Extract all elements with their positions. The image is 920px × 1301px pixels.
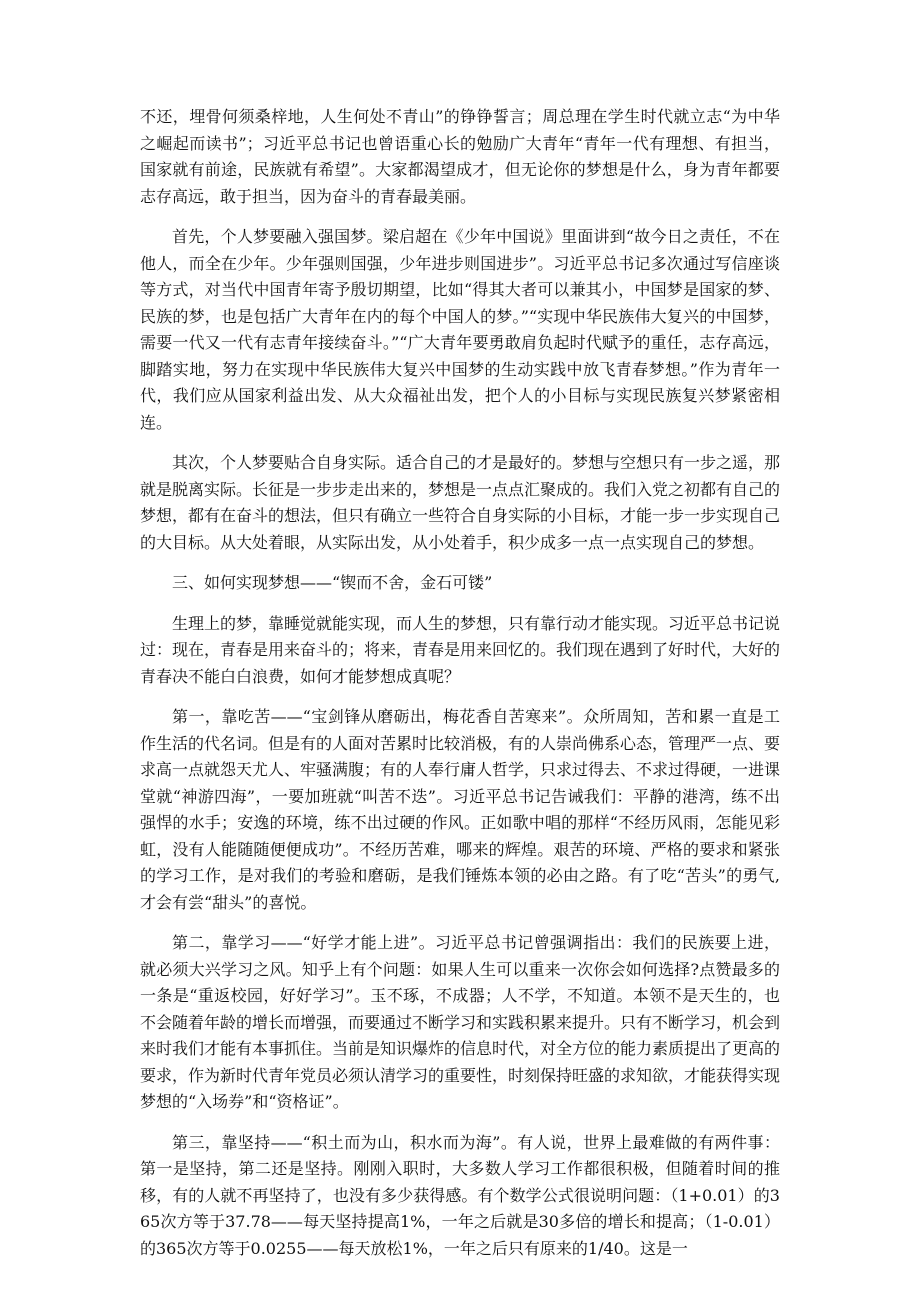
paragraph-learning: 第二，靠学习——“好学才能上进”。习近平总书记曾强调指出：我们的民族要上进，就必须大兴学习之风。知乎上有个问题：如果人生可以重来一次你会如何选择?点赞最多的一条是“重返校园，好好学习”。玉不琢，不成器；人不学，不知道。本领不是天生的，也不会随着年龄的增长而增强，而要通过不断学习和实践积累来提升。只有不断学习，机会到来时我们才能有本事抓住。当前是知识爆炸的信息时代，对全方位的能力素质提出了更高的要求，作为新时代青年党员必须认清学习的重要性，时刻保持旺盛的求知欲，才能获得实现梦想的“入场券”和“资格证”。 — [140, 933, 781, 1111]
document-body — [140, 104, 780, 1276]
section-heading-realize-dream: 三、如何实现梦想——“锲而不舍，金石可镂” — [172, 573, 493, 592]
paragraph-personal-dream-national-dream: 首先，个人梦要融入强国梦。梁启超在《少年中国说》里面讲到“故今日之责任，不在他人，而全在少年。少年强则国强，少年进步则国进步”。习近平总书记多次通过写信座谈等方式，对当代中国青年寄予殷切期望，比如“得其大者可以兼其小，中国梦是国家的梦、民族的梦，也是包括广大青年在内的每个中国人的梦。”“实现中华民族伟大复兴的中国梦，需要一代又一代有志青年接续奋斗。”“广大青年要勇敢肩负起时代赋予的重任，志存高远，脚踏实地，努力在实现中华民族伟大复兴中国梦的生动实践中放飞青春梦想。”作为青年一代，我们应从国家利益出发、从大众福祉出发，把个人的小目标与实现民族复兴梦紧密相连。 — [140, 227, 780, 432]
paragraph-hardship: 第一，靠吃苦——“宝剑锋从磨砺出，梅花香自苦寒来”。众所周知，苦和累一直是工作生活的代名词。但是有的人面对苦累时比较消极，有的人崇尚佛系心态，管理严一点、要求高一点就怨天尤人、牢骚满腹；有的人奉行庸人哲学，只求过得去、不求过得硬，一进课堂就“神游四海”，一要加班就“叫苦不迭”。习近平总书记告诫我们：平静的港湾，练不出强悍的水手；安逸的环境，练不出过硬的作风。正如歌中唱的那样“不经历风雨，怎能见彩虹，没有人能随随便便成功”。不经历苦难，哪来的辉煌。艰苦的环境、严格的要求和紧张的学习工作，是对我们的考验和磨砺，是我们锤炼本领的必由之路。有了吃“苦头”的勇气,才会有尝“甜头”的喜悦。 — [140, 707, 781, 912]
paragraph-persistence: 第三，靠坚持——“积土而为山，积水而为海”。有人说，世界上最难做的有两件事：第一是坚持，第二还是坚持。刚刚入职时，大多数人学习工作都很积极，但随着时间的推移，有的人就不再坚持了，也没有多少获得感。有个数学公式很说明问题：（1+0.01）的365次方等于37.78——每天坚持提高1%，一年之后就是30多倍的增长和提高；（1-0.01）的365次方等于0.0255——每天放松1%，一年之后只有原来的1/40。这是一 — [140, 1132, 780, 1258]
paragraph-continuation: 不还，埋骨何须桑梓地，人生何处不青山”的铮铮誓言；周总理在学生时代就立志“为中华之崛起而读书”；习近平总书记也曾语重心长的勉励广大青年“青年一代有理想、有担当，国家就有前途，民族就有希望”。大家都渴望成才，但无论你的梦想是什么，身为青年都要志存高远，敢于担当，因为奋斗的青春最美丽。 — [140, 107, 780, 206]
paragraph-personal-dream-reality: 其次，个人梦要贴合自身实际。适合自己的才是最好的。梦想与空想只有一步之遥，那就是脱离实际。长征是一步步走出来的，梦想是一点点汇聚成的。我们入党之初都有自己的梦想，都有在奋斗的想法，但只有确立一些符合自身实际的小目标，才能一步一步实现自己的大目标。从大处着眼，从实际出发，从小处着手，积少成多一点一点实现自己的梦想。 — [140, 453, 781, 552]
paragraph-dream-action: 生理上的梦，靠睡觉就能实现，而人生的梦想，只有靠行动才能实现。习近平总书记说过：现在，青春是用来奋斗的；将来，青春是用来回忆的。我们现在遇到了好时代，大好的青春决不能白白浪费，如何才能梦想成真呢？ — [140, 613, 781, 686]
